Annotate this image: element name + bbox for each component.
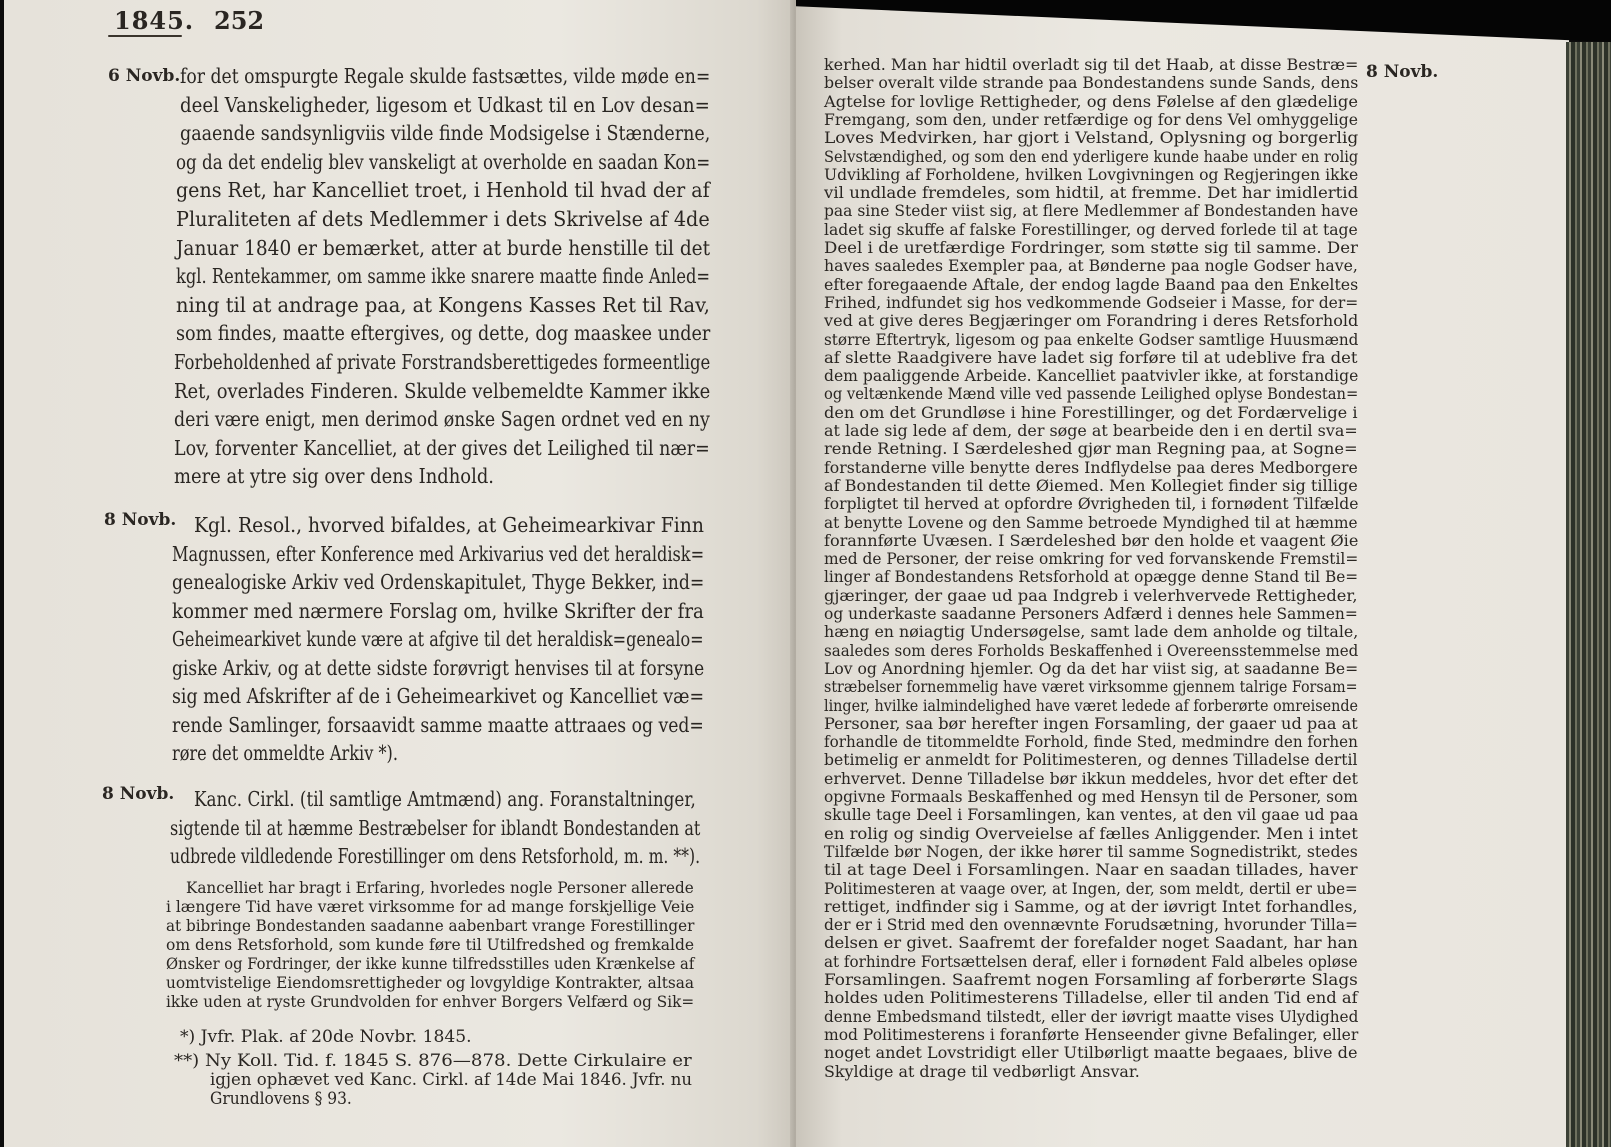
body-text-line: for det omspurgte Regale skulde fastsættes, vilde møde en= [180, 64, 711, 88]
body-text-line: af Bondestanden til dette Øiemed. Men Kollegiet finder sig tillige [824, 476, 1358, 495]
body-text-line: efter foregaaende Aftale, der endog lagde Baand paa den Enkeltes [824, 275, 1359, 294]
body-text-line: Januar 1840 er bemærket, atter at burde henstille til det [176, 235, 711, 260]
body-text-line: Agtelse for lovlige Rettigheder, og dens Følelse af den glædelige [824, 92, 1358, 111]
body-text-line: Fremgang, som den, under retfærdige og for dens Vel omhyggelige [824, 110, 1359, 129]
body-text-line: forannførte Uvæsen. I Særdeleshed bør den holde et vaagent Øie [824, 531, 1359, 550]
body-text-line: sigtende til at hæmme Bestræbelser for iblandt Bondestanden at [170, 815, 701, 840]
body-text-line: Forbeholdenhed af private Forstrandsberettigedes formeentlige [174, 350, 711, 374]
body-text-line: den om det Grundløse i hine Forestillinger, og det Fordærvelige i [824, 403, 1358, 422]
page-number: 252 [214, 6, 265, 35]
body-text-line: erhvervet. Denne Tilladelse bør ikkun meddeles, hvor det efter det [824, 769, 1358, 788]
body-text-line: Magnussen, efter Konference med Arkivarius ved det heraldisk= [172, 541, 705, 566]
body-text-line: haves saaledes Exempler paa, at Bønderne paa nogle Godser have, [824, 257, 1358, 276]
body-text-line: gens Ret, har Kancelliet troet, i Henhold til hvad der af [176, 178, 710, 203]
body-text-line: kgl. Rentekammer, om samme ikke snarere maatte finde Anled= [176, 264, 711, 289]
body-text-line: at benytte Lovene og den Samme betroede Myndighed til at hæmme [824, 513, 1358, 532]
body-text-line: at lade sig lede af dem, der søge at bearbeide den i en dertil sva= [824, 422, 1358, 440]
body-text-line: Geheimearkivet kunde være at afgive til det heraldisk=genealo= [172, 627, 704, 651]
margin-date: 6 Novb. [108, 66, 181, 86]
body-text-line: belser overalt vilde strande paa Bondestandens sunde Sands, dens [824, 74, 1359, 93]
body-text-line: denne Embedsmand tilstedt, eller der iøvrigt maatte vises Ulydighed [824, 1007, 1359, 1026]
body-text-line: giske Arkiv, og at dette sidste forøvrigt henvises til at forsyne [172, 655, 705, 680]
body-text-line: Politimesteren at vaage over, at Ingen, der, som meldt, dertil er ube= [824, 879, 1358, 898]
right-page [796, 0, 1569, 1147]
body-text-line: Ret, overlades Finderen. Skulde velbemeldte Kammer ikke [174, 378, 711, 403]
body-text-line: udbrede vildledende Forestillinger om dens Retsforhold, m. m. **). [170, 844, 701, 868]
body-text-line: Skyldige at drage til vedbørligt Ansvar. [824, 1062, 1140, 1081]
body-text-line: røre det ommeldte Arkiv *). [172, 741, 398, 765]
body-text-line: Lov, forventer Kancelliet, at der gives det Leilighed til nær= [174, 435, 710, 460]
body-text-line: gaaende sandsynligviis vilde finde Modsigelse i Stænderne, [180, 121, 711, 146]
small-text-line: uomtvistelige Eiendomsrettigheder og lovgyldige Kontrakter, altsaa [166, 973, 695, 992]
body-text-line: som findes, maatte eftergives, og dette, dog maaskee under [176, 321, 711, 346]
body-text-line: linger af Bondestandens Retsforhold at opægge denne Stand til Be= [824, 568, 1359, 587]
body-text-line: der er i Strid med den ovennævnte Forudsætning, hvorunder Tilla= [824, 916, 1359, 935]
page-year: 1845. [114, 6, 195, 35]
body-text-line: Lov og Anordning hjemler. Og da det har viist sig, at saadanne Be= [824, 659, 1359, 678]
body-text-line: stræbelser fornemmelig have været virksomme gjennem talrige Forsam= [824, 678, 1358, 697]
body-text-line: kerhed. Man har hidtil overladt sig til det Haab, at disse Bestræ= [824, 56, 1359, 74]
footnote-line: *) Jvfr. Plak. af 20de Novbr. 1845. [180, 1027, 472, 1047]
body-text-line: Kgl. Resol., hvorved bifaldes, at Geheimearkivar Finn [194, 513, 704, 537]
body-text-line: Tilfælde bør Nogen, der ikke hører til samme Sognedistrikt, stedes [824, 842, 1358, 861]
body-text-line: at forhindre Fortsættelsen deraf, eller i fornødent Fald albeles opløse [824, 952, 1358, 971]
body-text-line: vil undlade fremdeles, som hidtil, at fremme. Det har imidlertid [824, 184, 1359, 203]
body-text-line: Udvikling af Forholdene, hvilken Lovgivningen og Regjeringen ikke [824, 165, 1359, 184]
body-text-line: Loves Medvirken, har gjort i Velstand, Oplysning og borgerlig [824, 129, 1359, 148]
small-text-line: i længere Tid have været virksomme for ad mange forskjellige Veie [166, 897, 695, 916]
body-text-line: rende Retning. I Særdeleshed gjør man Regning paa, at Sogne= [824, 440, 1358, 459]
body-text-line: rende Samlinger, forsaavidt samme maatte attraaes og ved= [172, 712, 704, 737]
body-text-line: mere at ytre sig over dens Indhold. [174, 464, 495, 489]
left-page [4, 0, 796, 1147]
body-text-line: paa sine Steder viist sig, at flere Medlemmer af Bondestanden have [824, 202, 1359, 221]
body-text-line: og underkaste saadanne Personers Adfærd i dennes hele Sammen= [824, 605, 1358, 623]
margin-date: 8 Novb. [102, 784, 175, 804]
body-text-line: deel Vanskeligheder, ligesom et Udkast til en Lov desan= [180, 92, 710, 117]
body-text-line: skulle tage Deel i Forsamlingen, kan ventes, at den vil gaae ud paa [824, 806, 1359, 825]
body-text-line: dem paaliggende Arbeide. Kancelliet paatvivler ikke, at forstandige [824, 367, 1359, 386]
body-text-line: ning til at andrage paa, at Kongens Kasses Ret til Rav, [176, 292, 710, 317]
small-text-line: ikke uden at ryste Grundvolden for enhver Borgers Velfærd og Sik= [166, 992, 695, 1011]
small-text-line: Ønsker og Fordringer, der ikke kunne tilfredsstilles uden Krænkelse af [166, 954, 695, 973]
body-text-line: rettiget, indfinder sig i Samme, og at der iøvrigt Intet forhandles, [824, 897, 1358, 916]
small-text-line: at bibringe Bondestanden saadanne aabenbart vrange Forestillinger [166, 916, 695, 935]
body-text-line: deri være enigt, men derimod ønske Sagen ordnet ved en ny [174, 407, 710, 432]
body-text-line: hæng en nøiagtig Undersøgelse, samt lade dem anholde og tiltale, [824, 623, 1359, 642]
body-text-line: gjæringer, der gaae ud paa Indgreb i velerhvervede Rettigheder, [824, 586, 1358, 605]
body-text-line: Personer, saa bør herefter ingen Forsamling, der gaaer ud paa at [824, 714, 1358, 733]
body-text-line: og veltænkende Mænd ville ved passende Leilighed oplyse Bondestan= [824, 385, 1359, 404]
body-text-line: Frihed, indfundet sig hos vedkommende Godseier i Masse, for der= [824, 293, 1359, 312]
body-text-line: forpligtet til herved at opfordre Øvrigheden til, i fornødent Tilfælde [824, 495, 1359, 514]
body-text-line: forstanderne ville benytte deres Indflydelse paa deres Medborgere [824, 458, 1358, 477]
body-text-line: mod Politimesterens i foranførte Henseender givne Befalinger, eller [824, 1025, 1359, 1044]
body-text-line: større Eftertryk, ligesom og paa enkelte Godser samtlige Huusmænd [824, 330, 1359, 349]
body-text-line: opgivne Formaals Beskaffenhed og med Hensyn til de Personer, som [824, 788, 1358, 806]
body-text-line: til at tage Deel i Forsamlingen. Naar en saadan tillades, haver [824, 861, 1358, 880]
body-text-line: ladet sig skuffe af falske Forestillinger, og derved forlede til at tage [824, 220, 1358, 239]
body-text-line: Forsamlingen. Saafremt nogen Forsamling af forberørte Slags [824, 971, 1358, 989]
body-text-line: og da det endelig blev vanskeligt at overholde en saadan Kon= [176, 149, 711, 174]
body-text-line: Kanc. Cirkl. (til samtlige Amtmænd) ang. Foranstaltninger, [194, 787, 696, 811]
body-text-line: Deel i de uretfærdige Fordringer, som støtte sig til samme. Der [824, 239, 1359, 257]
margin-date: 8 Novb. [104, 510, 177, 530]
body-text-line: delsen er givet. Saafremt der forefalder noget Saadant, har han [824, 934, 1358, 953]
body-text-line: noget andet Lovstridigt eller Utilbørligt maatte begaaes, blive de [824, 1044, 1358, 1063]
body-text-line: linger, hvilke ialmindelighed have været ledede af forberørte omreisende [824, 696, 1359, 715]
body-text-line: saaledes som deres Forholds Beskaffenhed i Overeensstemmelse med [824, 641, 1359, 660]
body-text-line: genealogiske Arkiv ved Ordenskapitulet, Thyge Bekker, ind= [172, 570, 705, 594]
body-text-line: Selvstændighed, og som den end yderligere kunde haabe under en rolig [824, 147, 1359, 166]
body-text-line: forhandle de titommeldte Forhold, finde Sted, medmindre den forhen [824, 733, 1358, 752]
body-text-line: Pluraliteten af dets Medlemmer i dets Skrivelse af 4de [176, 207, 710, 231]
body-text-line: af slette Raadgivere have ladet sig forføre til at udeblive fra det [824, 348, 1358, 367]
small-text-line: Kancelliet har bragt i Erfaring, hvorledes nogle Personer allerede [186, 878, 694, 897]
footnote-line: **) Ny Koll. Tid. f. 1845 S. 876—878. Dette Cirkulaire er [174, 1051, 692, 1071]
body-text-line: med de Personer, der reise omkring for ved forvanskende Fremstil= [824, 550, 1359, 569]
footnote-line: igjen ophævet ved Kanc. Cirkl. af 14de Mai 1846. Jvfr. nu [210, 1070, 693, 1090]
body-text-line: holdes uden Politimesterens Tilladelse, eller til anden Tid end af [824, 989, 1358, 1008]
small-text-line: om dens Retsforhold, som kunde føre til Utilfredshed og fremkalde [166, 935, 695, 954]
margin-date: 8 Novb. [1366, 62, 1439, 82]
year-underline [108, 35, 182, 37]
footnote-line: Grundlovens § 93. [210, 1089, 352, 1109]
body-text-line: en rolig og sindig Overveielse af fælles Anliggender. Men i intet [824, 824, 1358, 843]
body-text-line: betimelig er anmeldt for Politimesteren, og dennes Tilladelse dertil [824, 751, 1358, 770]
body-text-line: kommer med nærmere Forslag om, hvilke Skrifter der fra [172, 598, 704, 623]
book-edge [1566, 42, 1611, 1147]
body-text-line: ved at give deres Begjæringer om Forandring i deres Retsforhold [824, 312, 1359, 331]
body-text-line: sig med Afskrifter af de i Geheimearkivet og Kancelliet væ= [172, 684, 705, 708]
